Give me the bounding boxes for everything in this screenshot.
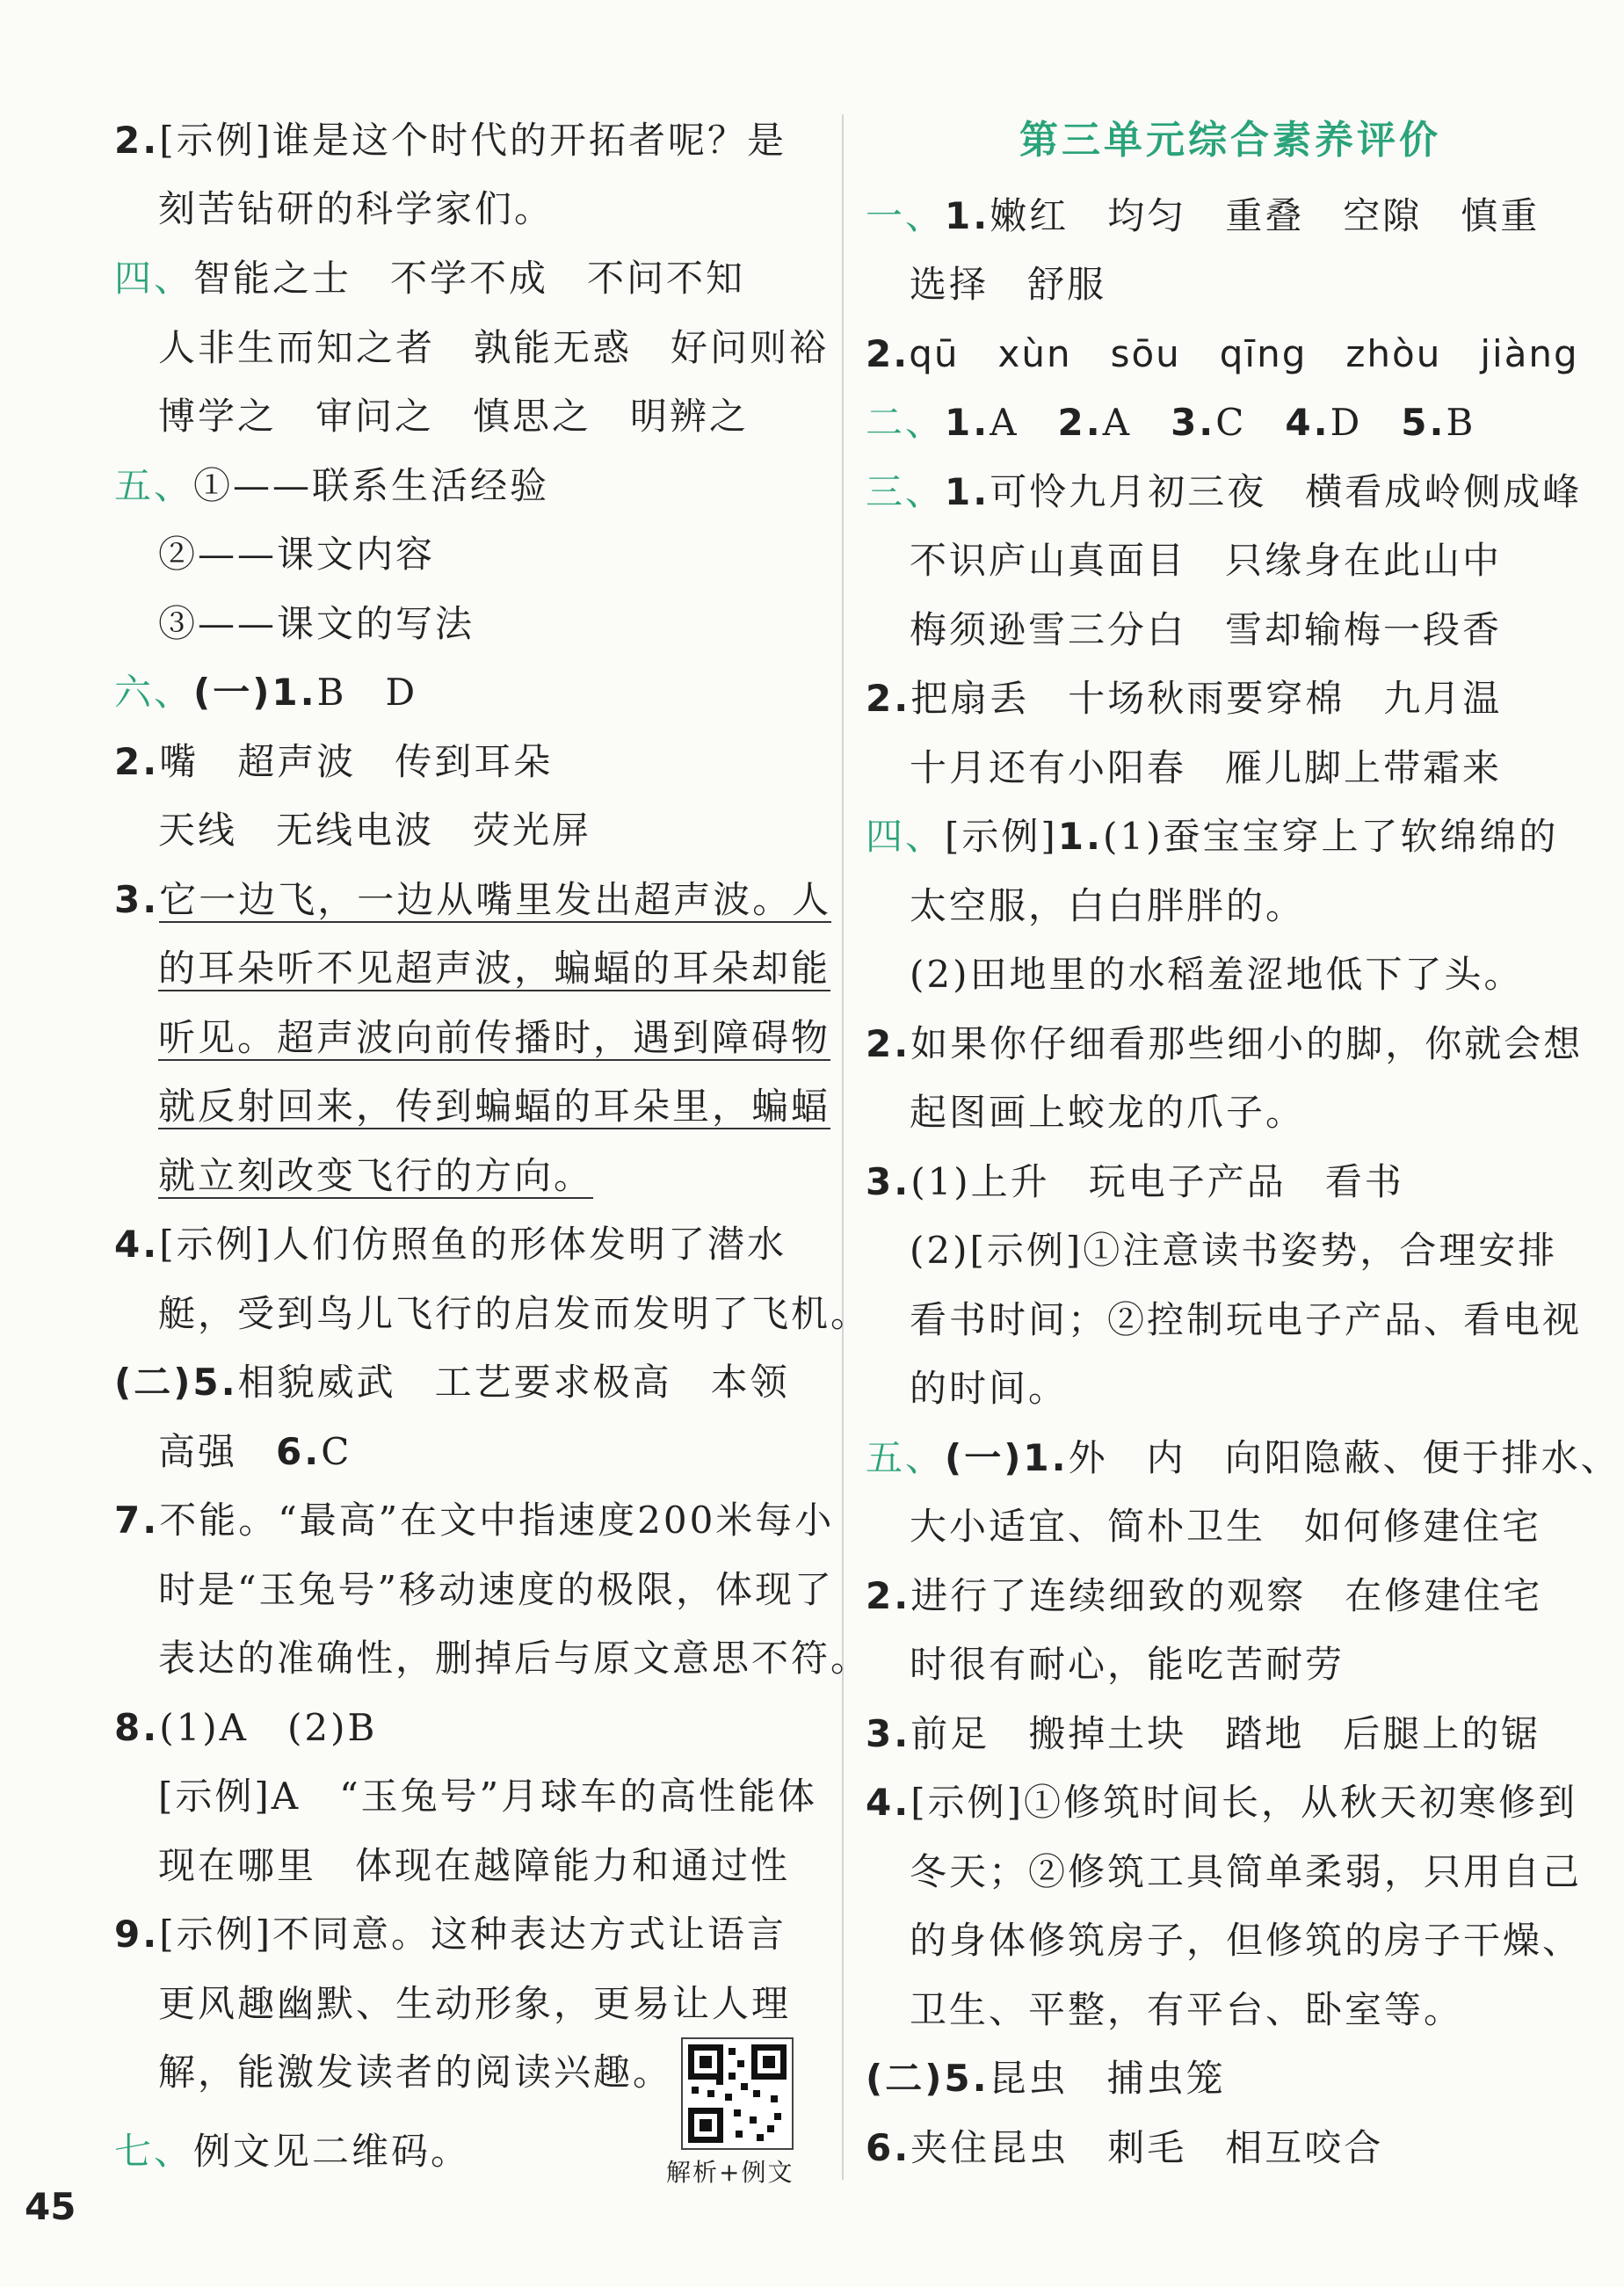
- answer-line: 2.qū xùn sōu qīng zhòu jiàng: [866, 332, 1579, 375]
- answer-line: 看书时间；②控制玩电子产品、看电视: [910, 1298, 1583, 1341]
- answer-line: 8.(1)A (2)B: [114, 1706, 378, 1749]
- section-marker: 四、: [866, 815, 946, 858]
- answer-line: 3.(1)上升 玩电子产品 看书: [866, 1160, 1404, 1203]
- answer-line: 二、1.A 2.A 3.C 4.D 5.B: [866, 401, 1476, 444]
- answer-line: (2)田地里的水稻羞涩地低下了头。: [910, 953, 1524, 996]
- answer-line: 起图画上蛟龙的爪子。: [910, 1091, 1306, 1134]
- answer-line: 不识庐山真面目 只缘身在此山中: [910, 539, 1503, 582]
- answer-line: 十月还有小阳春 雁儿脚上带霜来: [910, 746, 1503, 789]
- answer-line: 的耳朵听不见超声波，蝙蝠的耳朵却能: [158, 947, 831, 990]
- answer-line: (二)5.相貌威武 工艺要求极高 本领: [114, 1361, 790, 1404]
- answer-line: 大小适宜、简朴卫生 如何修建住宅: [910, 1505, 1542, 1548]
- answer-line: 高强 6.C: [158, 1430, 352, 1473]
- answer-line: 3.前足 搬掉土块 踏地 后腿上的锯: [866, 1712, 1541, 1755]
- qr-finder: [688, 2108, 723, 2143]
- section-marker: 四、: [114, 257, 194, 300]
- section-marker: 七、: [114, 2130, 194, 2173]
- answer-line: 表达的准确性，删掉后与原文意思不符。: [158, 1637, 871, 1680]
- section-marker: 二、: [866, 401, 946, 444]
- answer-line: 更风趣幽默、生动形象，更易让人理: [158, 1982, 792, 2025]
- answer-line: (二)5.昆虫 捕虫笼: [866, 2057, 1226, 2100]
- answer-line: 博学之 审问之 慎思之 明辨之: [158, 395, 750, 438]
- answer-line: 五、(一)1.外 内 向阳隐蔽、便于排水、: [866, 1436, 1620, 1479]
- answer-line: ②——课文内容: [158, 533, 436, 576]
- answer-line: 就反射回来，传到蝙蝠的耳朵里，蝙蝠: [158, 1085, 831, 1128]
- answer-line: 天线 无线电波 荧光屏: [158, 809, 592, 852]
- qr-finder: [751, 2044, 787, 2080]
- answer-line: 四、智能之士 不学不成 不问不知: [114, 257, 746, 300]
- answer-line: 五、①——联系生活经验: [114, 464, 550, 507]
- answer-line: 选择 舒服: [910, 263, 1107, 306]
- answer-line: 刻苦钻研的科学家们。: [158, 187, 555, 230]
- answer-line: 三、1.可怜九月初三夜 横看成岭侧成峰: [866, 470, 1583, 513]
- answer-line: 解，能激发读者的阅读兴趣。: [158, 2051, 673, 2094]
- answer-line: 2.把扇丢 十场秋雨要穿棉 九月温: [866, 677, 1503, 720]
- answer-line: 听见。超声波向前传播时，遇到障碍物: [158, 1016, 831, 1059]
- answer-line: 就立刻改变飞行的方向。: [158, 1154, 594, 1197]
- section-marker: 六、: [114, 671, 194, 714]
- answer-line: 6.夹住昆虫 刺毛 相互咬合: [866, 2126, 1384, 2169]
- section-marker: 五、: [114, 464, 194, 507]
- section-title: 第三单元综合素养评价: [1019, 118, 1441, 163]
- answer-line: 4.[示例]人们仿照鱼的形体发明了潜水: [114, 1223, 787, 1266]
- qr-finder: [688, 2044, 723, 2080]
- answer-line: 7.不能。“最高”在文中指速度200米每小: [114, 1499, 835, 1542]
- answer-line: 冬天；②修筑工具简单柔弱，只用自己: [910, 1850, 1583, 1893]
- qr-code-image[interactable]: [681, 2037, 794, 2150]
- answer-line: 太空服，白白胖胖的。: [910, 884, 1306, 927]
- answer-line: 时很有耐心，能吃苦耐劳: [910, 1643, 1345, 1686]
- answer-line: 四、[示例]1.(1)蚕宝宝穿上了软绵绵的: [866, 815, 1559, 858]
- section-marker: 一、: [866, 194, 946, 237]
- section-marker: 五、: [866, 1436, 946, 1479]
- column-divider: [842, 114, 844, 2180]
- page-number: 45: [25, 2185, 76, 2228]
- answer-line: (2)[示例]①注意读书姿势，合理安排: [910, 1229, 1558, 1272]
- answer-line: 卫生、平整，有平台、卧室等。: [910, 1988, 1464, 2031]
- answer-line: 时是“玉兔号”移动速度的极限，体现了: [158, 1568, 834, 1611]
- answer-line: 现在哪里 体现在越障能力和通过性: [158, 1844, 791, 1887]
- answer-line: 4.[示例]①修筑时间长，从秋天初寒修到: [866, 1781, 1577, 1824]
- answer-line: 梅须逊雪三分白 雪却输梅一段香: [910, 608, 1503, 651]
- answer-line: 一、1.嫩红 均匀 重叠 空隙 慎重: [866, 194, 1541, 237]
- answer-line: 3.它一边飞，一边从嘴里发出超声波。人: [114, 878, 832, 921]
- answer-line: 2.进行了连续细致的观察 在修建住宅: [866, 1574, 1543, 1617]
- section-marker: 三、: [866, 470, 946, 513]
- answer-line: 2.[示例]谁是这个时代的开拓者呢？是: [114, 119, 787, 162]
- answer-line: [示例]A “玉兔号”月球车的高性能体: [158, 1775, 818, 1818]
- answer-line: 的身体修筑房子，但修筑的房子干燥、: [910, 1919, 1583, 1962]
- answer-line: 2.如果你仔细看那些细小的脚，你就会想: [866, 1022, 1584, 1065]
- answer-line: 2.嘴 超声波 传到耳朵: [114, 740, 554, 783]
- answer-line: 的时间。: [910, 1367, 1069, 1410]
- answer-line: 六、(一)1.B D: [114, 671, 418, 714]
- qr-caption: 解析+例文: [666, 2158, 794, 2187]
- answer-line: 9.[示例]不同意。这种表达方式让语言: [114, 1913, 787, 1956]
- answer-line: 七、例文见二维码。: [114, 2130, 471, 2173]
- answer-line: ③——课文的写法: [158, 602, 475, 645]
- answer-line: 人非生而知之者 孰能无惑 好问则裕: [158, 326, 830, 369]
- answer-line: 艇，受到鸟儿飞行的启发而发明了飞机。: [158, 1292, 871, 1335]
